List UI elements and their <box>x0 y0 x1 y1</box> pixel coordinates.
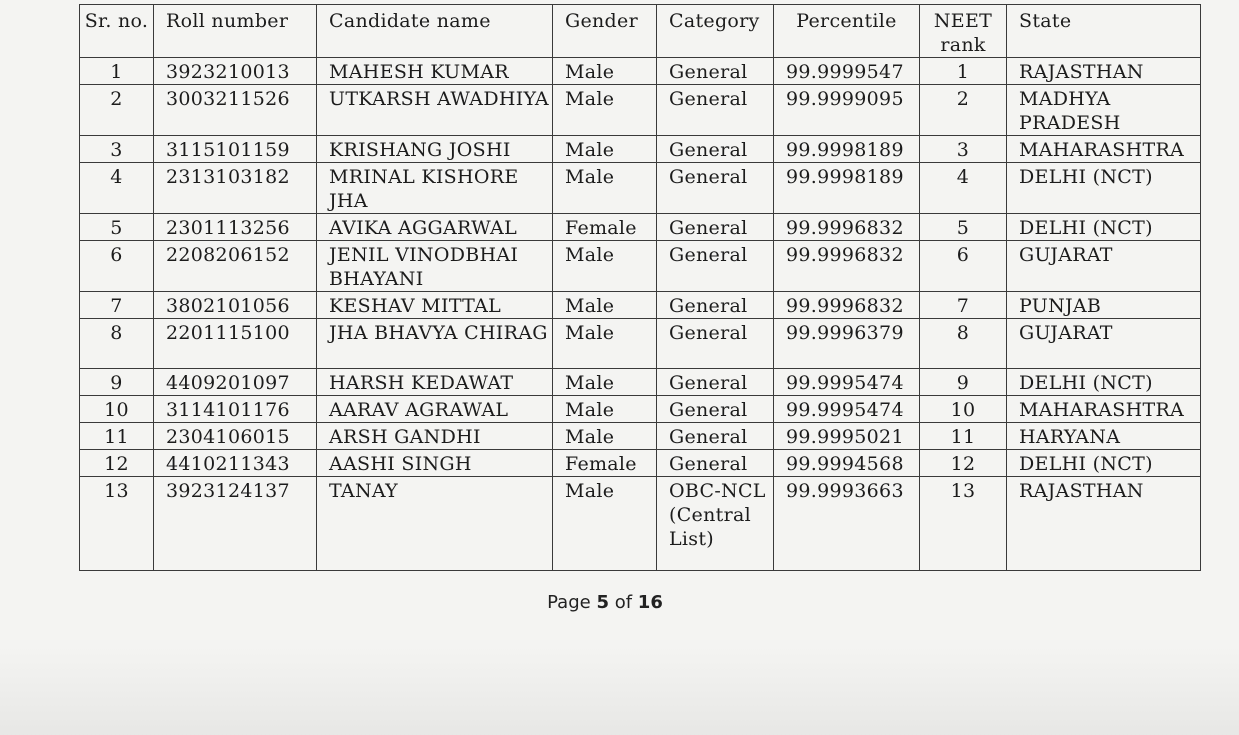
cell-roll-number: 2201115100 <box>154 319 317 369</box>
cell-neet-rank: 11 <box>920 423 1007 450</box>
cell-percentile: 99.9994568 <box>774 450 920 477</box>
cell-state: MAHARASHTRA <box>1007 396 1201 423</box>
cell-gender: Female <box>553 214 657 241</box>
table-row <box>80 292 1201 319</box>
cell-category: General <box>657 214 774 241</box>
cell-neet-rank: 2 <box>920 85 1007 136</box>
cell-sr-no: 5 <box>80 214 154 241</box>
cell-roll-number: 2208206152 <box>154 241 317 292</box>
cell-sr-no: 12 <box>80 450 154 477</box>
table-row <box>80 241 1201 292</box>
cell-candidate-name: KESHAV MITTAL <box>317 292 553 319</box>
cell-percentile: 99.9998189 <box>774 136 920 163</box>
cell-state: MAHARASHTRA <box>1007 136 1201 163</box>
cell-roll-number: 3115101159 <box>154 136 317 163</box>
cell-roll-number: 2313103182 <box>154 163 317 214</box>
cell-sr-no: 2 <box>80 85 154 136</box>
cell-gender: Male <box>553 396 657 423</box>
header-sr-no: Sr. no. <box>80 5 154 58</box>
cell-candidate-name: MAHESH KUMAR <box>317 58 553 85</box>
page-current: 5 <box>596 592 609 613</box>
cell-gender: Male <box>553 163 657 214</box>
cell-candidate-name: HARSH KEDAWAT <box>317 369 553 396</box>
cell-roll-number: 2301113256 <box>154 214 317 241</box>
cell-category: General <box>657 136 774 163</box>
table-row <box>80 85 1201 136</box>
cell-candidate-name: JENIL VINODBHAI BHAYANI <box>317 241 553 292</box>
cell-percentile: 99.9999547 <box>774 58 920 85</box>
cell-percentile: 99.9995021 <box>774 423 920 450</box>
cell-candidate-name: UTKARSH AWADHIYA <box>317 85 553 136</box>
header-state: State <box>1007 5 1201 58</box>
cell-state: HARYANA <box>1007 423 1201 450</box>
cell-candidate-name: KRISHANG JOSHI <box>317 136 553 163</box>
cell-category: General <box>657 85 774 136</box>
cell-category: General <box>657 292 774 319</box>
table-row <box>80 163 1201 214</box>
cell-sr-no: 4 <box>80 163 154 214</box>
cell-sr-no: 1 <box>80 58 154 85</box>
table-row <box>80 319 1201 369</box>
header-gender: Gender <box>553 5 657 58</box>
cell-category: General <box>657 241 774 292</box>
cell-percentile: 99.9995474 <box>774 396 920 423</box>
header-category: Category <box>657 5 774 58</box>
cell-category: General <box>657 58 774 85</box>
header-row <box>80 5 1201 58</box>
cell-neet-rank: 1 <box>920 58 1007 85</box>
header-candidate-name: Candidate name <box>317 5 553 58</box>
cell-state: DELHI (NCT) <box>1007 450 1201 477</box>
table-row <box>80 423 1201 450</box>
header-neet-rank: NEET rank <box>920 5 1007 58</box>
cell-category: General <box>657 450 774 477</box>
cell-state: MADHYA PRADESH <box>1007 85 1201 136</box>
cell-neet-rank: 4 <box>920 163 1007 214</box>
table-row <box>80 396 1201 423</box>
header-roll-number: Roll number <box>154 5 317 58</box>
cell-sr-no: 11 <box>80 423 154 450</box>
cell-sr-no: 6 <box>80 241 154 292</box>
cell-neet-rank: 7 <box>920 292 1007 319</box>
page-total: 16 <box>637 592 663 613</box>
cell-candidate-name: AARAV AGRAWAL <box>317 396 553 423</box>
page-prefix: Page <box>547 592 591 613</box>
table-row <box>80 450 1201 477</box>
table-row <box>80 477 1201 571</box>
cell-percentile: 99.9996832 <box>774 241 920 292</box>
cell-state: PUNJAB <box>1007 292 1201 319</box>
cell-percentile: 99.9996832 <box>774 214 920 241</box>
table-row <box>80 369 1201 396</box>
cell-sr-no: 7 <box>80 292 154 319</box>
cell-roll-number: 3003211526 <box>154 85 317 136</box>
cell-roll-number: 3923210013 <box>154 58 317 85</box>
cell-neet-rank: 5 <box>920 214 1007 241</box>
cell-neet-rank: 6 <box>920 241 1007 292</box>
cell-category: General <box>657 163 774 214</box>
cell-roll-number: 2304106015 <box>154 423 317 450</box>
cell-gender: Male <box>553 369 657 396</box>
cell-gender: Male <box>553 423 657 450</box>
cell-sr-no: 3 <box>80 136 154 163</box>
cell-neet-rank: 12 <box>920 450 1007 477</box>
cell-roll-number: 3923124137 <box>154 477 317 571</box>
cell-neet-rank: 13 <box>920 477 1007 571</box>
cell-state: RAJASTHAN <box>1007 58 1201 85</box>
cell-percentile: 99.9999095 <box>774 85 920 136</box>
cell-category: General <box>657 369 774 396</box>
table-row <box>80 58 1201 85</box>
cell-percentile: 99.9998189 <box>774 163 920 214</box>
cell-gender: Male <box>553 58 657 85</box>
cell-neet-rank: 8 <box>920 319 1007 369</box>
cell-roll-number: 3802101056 <box>154 292 317 319</box>
cell-state: GUJARAT <box>1007 319 1201 369</box>
cell-sr-no: 10 <box>80 396 154 423</box>
cell-state: DELHI (NCT) <box>1007 369 1201 396</box>
cell-gender: Male <box>553 319 657 369</box>
scan-shadow <box>0 645 1239 735</box>
cell-gender: Male <box>553 292 657 319</box>
neet-rank-table <box>79 4 1201 571</box>
cell-percentile: 99.9996379 <box>774 319 920 369</box>
cell-gender: Male <box>553 241 657 292</box>
table-body <box>80 58 1201 571</box>
header-percentile: Percentile <box>774 5 920 58</box>
cell-category: OBC-NCL (Central List) <box>657 477 774 571</box>
cell-roll-number: 3114101176 <box>154 396 317 423</box>
cell-state: DELHI (NCT) <box>1007 214 1201 241</box>
cell-sr-no: 8 <box>80 319 154 369</box>
cell-state: GUJARAT <box>1007 241 1201 292</box>
cell-candidate-name: ARSH GANDHI <box>317 423 553 450</box>
cell-neet-rank: 10 <box>920 396 1007 423</box>
cell-neet-rank: 9 <box>920 369 1007 396</box>
cell-percentile: 99.9993663 <box>774 477 920 571</box>
cell-roll-number: 4410211343 <box>154 450 317 477</box>
cell-gender: Female <box>553 450 657 477</box>
cell-state: RAJASTHAN <box>1007 477 1201 571</box>
cell-percentile: 99.9995474 <box>774 369 920 396</box>
cell-state: DELHI (NCT) <box>1007 163 1201 214</box>
cell-candidate-name: AASHI SINGH <box>317 450 553 477</box>
cell-candidate-name: TANAY <box>317 477 553 571</box>
cell-gender: Male <box>553 477 657 571</box>
cell-sr-no: 13 <box>80 477 154 571</box>
cell-gender: Male <box>553 85 657 136</box>
cell-candidate-name: AVIKA AGGARWAL <box>317 214 553 241</box>
cell-percentile: 99.9996832 <box>774 292 920 319</box>
cell-candidate-name: JHA BHAVYA CHIRAG <box>317 319 553 369</box>
cell-category: General <box>657 319 774 369</box>
table-row <box>80 214 1201 241</box>
cell-gender: Male <box>553 136 657 163</box>
cell-roll-number: 4409201097 <box>154 369 317 396</box>
page-of-word: of <box>614 592 633 613</box>
cell-neet-rank: 3 <box>920 136 1007 163</box>
cell-category: General <box>657 423 774 450</box>
table-row <box>80 136 1201 163</box>
cell-category: General <box>657 396 774 423</box>
cell-candidate-name: MRINAL KISHORE JHA <box>317 163 553 214</box>
page-number-footer <box>0 592 1210 613</box>
cell-sr-no: 9 <box>80 369 154 396</box>
